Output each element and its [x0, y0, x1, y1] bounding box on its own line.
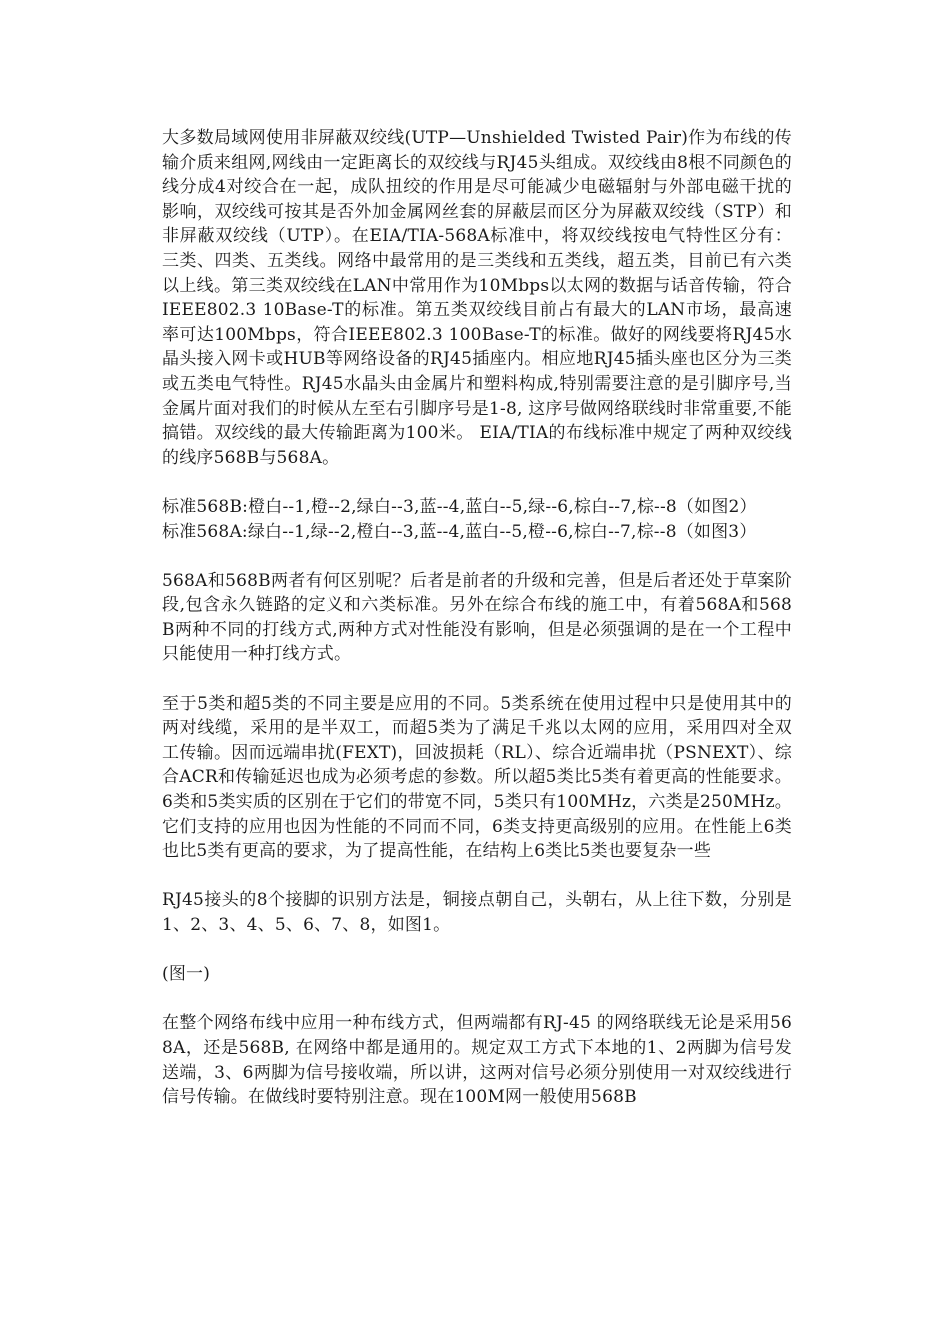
paragraph-gap — [162, 938, 792, 963]
document-page — [162, 126, 792, 1110]
standard-568a-line: 标准568A:绿白--1,绿--2,橙白--3,蓝--4,蓝白--5,橙--6,棕白--7,棕--8（如图3） — [162, 521, 757, 542]
paragraph-intro: 大多数局域网使用非屏蔽双绞线(UTP—Unshielded Twisted Pair)作为布线的传输介质来组网,网线由一定距离长的双绞线与RJ45头组成。双绞线由8根不同颜色的线分成4对绞合在一起，成队扭绞的作用是尽可能减少电磁辐射与外部电磁干扰的影响，双绞线可按其是否外加金属网丝套的屏蔽层而区分为屏蔽双绞线（STP）和非屏蔽双绞线（UTP）。在EIA/TIA-568A标准中，将双绞线按电气特性区分有：三类、四类、五类线。网络中最常用的是三类线和五类线，超五类，目前已有六类以上线。第三类双绞线在LAN中常用作为10Mbps以太网的数据与话音传输，符合IEEE802.3 10Base-T的标准。第五类双绞线目前占有最大的LAN市场，最高速率可达100Mbps，符合IEEE802.3 100Base-T的标准。做好的网线要将RJ45水晶头接入网卡或HUB等网络设备的RJ45插座内。相应地RJ45插头座也区分为三类或五类电气特性。RJ45水晶头由金属片和塑料构成,特别需要注意的是引脚序号,当金属片面对我们的时候从左至右引脚序号是1-8, 这序号做网络联线时非常重要,不能搞错。双绞线的最大传输距离为100米。 EIA/TIA的布线标准中规定了两种双绞线的线序568B与568A。 — [162, 128, 792, 468]
paragraph-gap — [162, 544, 792, 569]
paragraph-cat5: 至于5类和超5类的不同主要是应用的不同。5类系统在使用过程中只是使用其中的两对线缆，采用的是半双工，而超5类为了满足千兆以太网的应用，采用四对全双工传输。因而远端串扰(FEXT)，回波损耗（RL）、综合近端串扰（PSNEXT）、综合ACR和传输延迟也成为必须考虑的参数。所以超5类比5类有着更高的性能要求。6类和5类实质的区别在于它们的带宽不同，5类只有100MHz，六类是250MHz。它们支持的应用也因为性能的不同而不同，6类支持更高级别的应用。在性能上6类也比5类有更高的要求，为了提高性能，在结构上6类比5类也要复杂一些 — [162, 693, 792, 862]
paragraph-pins: RJ45接头的8个接脚的识别方法是，铜接点朝自己，头朝右，从上往下数，分别是1、2、3、4、5、6、7、8，如图1。 — [162, 890, 792, 935]
paragraph-difference: 568A和568B两者有何区别呢？后者是前者的升级和完善，但是后者还处于草案阶段,包含永久链路的定义和六类标准。另外在综合布线的施工中，有着568A和568B两种不同的打线方式,两种方式对性能没有影响，但是必须强调的是在一个工程中只能使用一种打线方式。 — [162, 570, 792, 665]
paragraph-gap — [162, 667, 792, 692]
figure-1-caption: (图一) — [162, 964, 211, 985]
paragraph-wiring: 在整个网络布线中应用一种布线方式，但两端都有RJ-45 的网络联线无论是采用568A，还是568B, 在网络中都是通用的。规定双工方式下本地的1、2两脚为信号发送端，3、6两脚为信号接收端，所以讲，这两对信号必须分别使用一对双绞线进行信号传输。在做线时要特别注意。现在100M网一般使用568B — [162, 1013, 792, 1108]
standard-568b-line: 标准568B:橙白--1,橙--2,绿白--3,蓝--4,蓝白--5,绿--6,棕白--7,棕--8（如图2） — [162, 496, 757, 517]
paragraph-gap — [162, 987, 792, 1012]
paragraph-gap — [162, 470, 792, 495]
paragraph-gap — [162, 864, 792, 889]
